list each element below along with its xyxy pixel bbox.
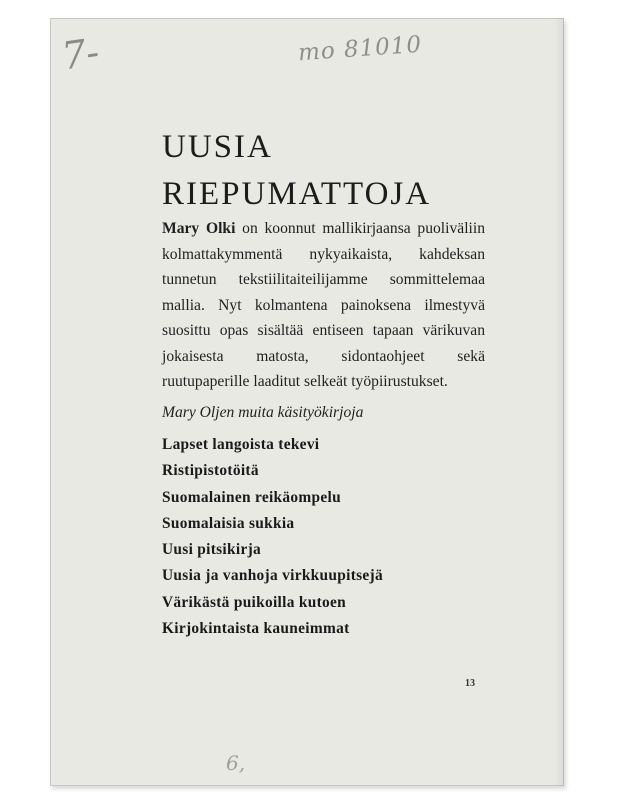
- other-books-heading: Mary Oljen muita käsityökirjoja: [162, 404, 364, 421]
- handwritten-note-top-right: mo 81010: [297, 31, 423, 67]
- book-title: Uusia ja vanhoja virkkuupitsejä: [162, 567, 383, 585]
- intro-paragraph: [162, 216, 485, 395]
- book-title: Ristipistotöitä: [162, 462, 259, 480]
- title-line-1: UUSIA: [162, 129, 273, 165]
- handwritten-note-top-left: 7-: [59, 29, 102, 79]
- book-list: [162, 432, 383, 642]
- author-name: Mary Olki: [162, 220, 236, 237]
- book-title: Värikästä puikoilla kutoen: [162, 593, 346, 611]
- book-title: Suomalainen reikäompelu: [162, 488, 341, 506]
- book-title: Kirjokintaista kauneimmat: [162, 620, 350, 638]
- page-number: 13: [465, 678, 475, 689]
- book-title: Suomalaisia sukkia: [162, 514, 295, 532]
- book-title: Uusi pitsikirja: [162, 541, 262, 559]
- book-title: Lapset langoista tekevi: [162, 436, 320, 453]
- page-edge-shadow: [554, 18, 564, 786]
- handwritten-note-bottom: 6,: [226, 751, 246, 775]
- book-page: [50, 18, 564, 786]
- title-line-2: RIEPUMATTOJA: [162, 176, 432, 212]
- page-title: [162, 124, 431, 218]
- intro-text: on koonnut mallikirjaansa puoliväliin kolmattakymmentä nykyaikaista, kahdeksan tunnetun tekstiilitaiteilijamme sommittelemaa mallia. Nyt kolmantena painoksena ilmestyvä suosittu opas sisältää entiseen tapaan värikuvan jokaisesta matosta, sidontaohjeet sekä ruutupaperille laaditut selkeät työpiirustukset.: [162, 220, 485, 390]
